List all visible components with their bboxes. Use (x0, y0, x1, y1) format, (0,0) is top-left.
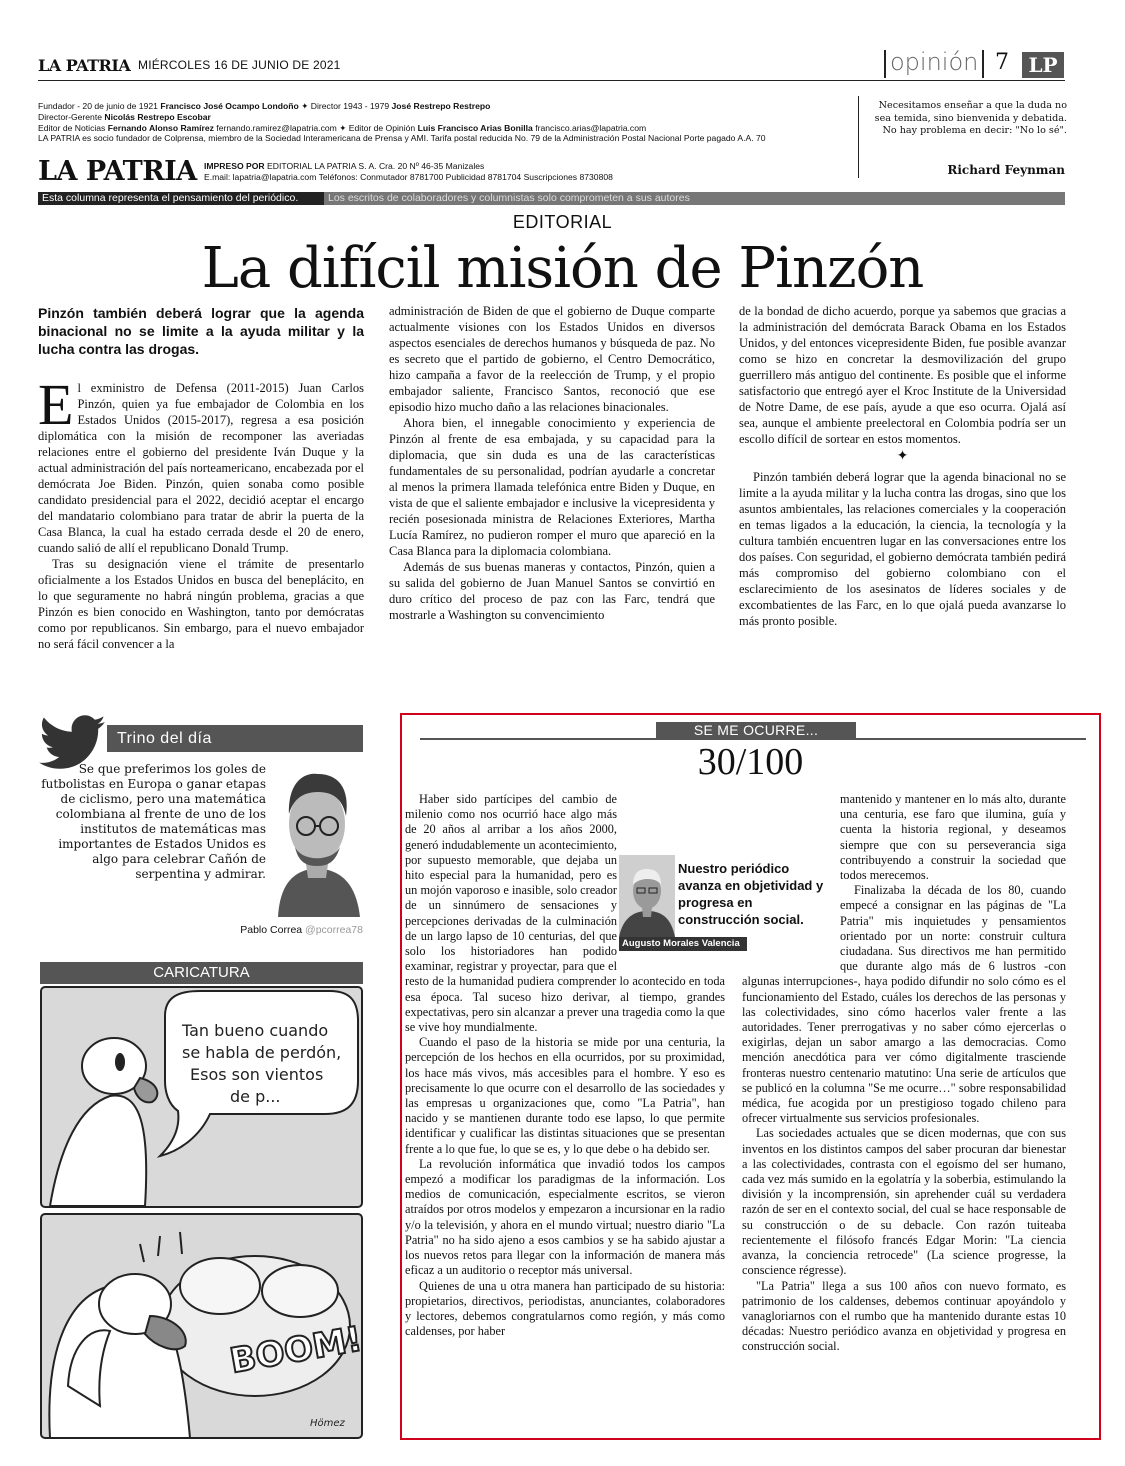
boom-text: BOOM! (226, 1319, 363, 1382)
editorial-kicker: EDITORIAL (512, 212, 613, 232)
columnists-disclaimer-bar: Los escritos de colaboradores y columnistas solo comprometen a sus autores (324, 192, 1065, 205)
lp-badge: LP (1022, 52, 1064, 78)
editorial-column-3 (739, 303, 1066, 629)
imprint-info: IMPRESO POR EDITORIAL LA PATRIA S. A. Cra. 20 Nº 46-35 Manizales E.mail: lapatria@lapatria.com Teléfonos: Conmutador 8781700 Publicidad 8781704 Suscripciones 8730808 (204, 161, 613, 182)
publication-logo: LA PATRIA (38, 156, 197, 187)
section-divider-right (982, 50, 984, 78)
quote-divider (858, 96, 859, 178)
trino-text: Se que preferimos los goles de futbolistas en Europa o ganar etapas de ciclismo, pero una matemática colombiana al frente de uno de los institutos de matemáticas mas importantes de Estados Unidos es algo para celebrar Cañón de serpentina y admirar. (41, 762, 266, 881)
drop-cap: E (38, 372, 74, 437)
bubble-line: se habla de perdón, (182, 1043, 342, 1062)
column-paragraph: Finalizaba la década de los 80, cuando empecé a consignar en las páginas de "La Patria" mis inquietudes y pensamientos orientado por un norte: construir cultura ciudadana. Sus directivos me han permitido que durante algo más de 6 lustros -con algunas interrupciones-, haya podido difundir no solo cómo es el funcionamiento del Estado, cuáles los derechos de las personas y las colectividades, sino cómo hacerlos valer frente a las autoridades. Tener prerrogativas y no saber cómo ejercerlas o exigirlas, dejan un sabor amargo a las democracias. Como mención anecdótica para ver cómo digitalmente trasciende fronteras nuestro centenario matutino: Una serie de artículos que se publicó en la columna "Se me ocurre…" sobre responsabilidad médica, fue acogida por un prestigioso togado chileno para ofrecer virtualmente sus servicios profesionales. (742, 883, 1066, 1126)
column-label: SE ME OCURRE... (656, 722, 856, 738)
daily-quote: Necesitamos enseñar a que la duda no sea temida, sino bienvenida y debatida. No hay problema en decir: "No lo sé". (874, 100, 1067, 136)
columnist-photo (619, 855, 675, 942)
caricatura-label: CARICATURA (40, 962, 363, 984)
author-photo (270, 752, 365, 922)
editorial-disclaimer-bar: Esta columna representa el pensamiento del periódico. (38, 192, 324, 205)
editorial-paragraph: de la bondad de dicho acuerdo, porque ya sabemos que gracias a la administración del demócrata Barack Obama en los Estados Unidos, y del entonces vicepresidente Biden, fue posible avanzar como se hizo en concretar la desmovilización del grupo guerrillero más antiguo del continente. Es posible que el informe satisfactorio que entregó ayer el Kroc Institute de la Universidad de Notre Dame, de ese país, ayude a que eso ocurra. Ojalá así sea, aunque el ambiente preelectoral en Colombia podría ser un escollo difícil de sortear en estos momentos. (739, 304, 1066, 446)
editorial-headline: La difícil misión de Pinzón (201, 236, 924, 301)
column-paragraph: mantenido y mantener en lo más alto, durante una centuria, ese faro que ilumina, guía y cuenta la historia regional, y deseamos siempre que con su perseverancia siga contribuyendo a construir la sociedad que todos merecemos. (742, 792, 1066, 883)
column-title: 30/100 (697, 741, 804, 783)
editorial-paragraph: Ahora bien, el innegable conocimiento y experiencia de Pinzón al frente de esa embajada, y su capacidad para la diplomacia, que sin duda es una de las características fundamentales de su personalidad, podrían ayudarle a concretar al menos la primera llamada telefónica entre Biden y Duque, en vista de que el saliente embajador e inclusive la vicepresidenta y recién posesionada ministra de Relaciones Exteriores, Martha Lucía Ramírez, no pudieron romper el muro que apareció en la Casa Blanca para la diplomacia colombiana. (389, 416, 715, 558)
page-number: 7 (995, 50, 1009, 75)
columnist-name: Augusto Morales Valencia (619, 937, 747, 951)
pull-quote: Nuestro periódico avanza en objetividad y progresa en construcción social. (678, 861, 824, 927)
column-paragraph: La revolución informática que invadió todos los campos empezó a modificar los paradigmas de la información. Los medios de comunicación, especialmente escritos, se vieron atraídos por otros modelos y empezaron a incursionar en la radio y/o la televisión, y ahora en el mundo virtual; nuestro diario "La Patria" no ha sido ajeno a esos cambios y se ha sabido ajustar a los nuevos retos para llegar con la información de manera más eficaz a un auditorio o receptor más universal. (405, 1156, 725, 1278)
editorial-paragraph: Además de sus buenas maneras y contactos, Pinzón, quien a su salida del gobierno de Juan Manuel Santos se convirtió en duro crítico del proceso de paz con las Farc, tendrá que mostrarle a Washington su convencimiento (389, 560, 715, 622)
cartoon (40, 986, 363, 1445)
section-name: opinión (890, 48, 979, 76)
editorial-column-2 (389, 303, 715, 623)
cartoonist-signature: Hömez (310, 1418, 345, 1429)
section-divider-icon: ✦ (896, 449, 909, 464)
quote-author: Richard Feynman (947, 163, 1065, 177)
editorial-column-1 (38, 304, 364, 652)
column-paragraph: Las sociedades actuales que se dicen modernas, que con sus inventos en los distintos campos del saber procuran dar bienestar a las colectividades, contrasta con el egoísmo del ser humano, cada vez más sumido en la egolatría y la soberbia, estimulando la división y la incomprensión, sin aprehender cuál su verdadera razón de ser en el contexto social, del cual se hace responsable de su construcción o de su debacle. Con razón tuiteaba recientemente el filósofo francés Edgar Morin: "La ciencia avanza, la conciencia retrocede" (La science progresse, la conscience régresse). (742, 1126, 1066, 1278)
column-paragraph: "La Patria" llega a sus 100 años con nuevo formato, es patrimonio de los caldenses, debemos continuar apoyándolo y vanagloriarnos con el rumbo que ha mantenido durante estas 10 décadas: Nuestro periódico avanza en objetividad y progresa en construcción social. (742, 1278, 1066, 1354)
header-rule (38, 80, 1065, 81)
staff-credits: Fundador - 20 de junio de 1921 Francisco José Ocampo Londoño ✦ Director 1943 - 1979 José Restrepo Restrepo Director-Gerente Nicolás Restrepo Escobar Editor de Noticias Fernando Alonso Ramírez fernando.ramirez@lapatria.com ✦ Editor de Opinión Luis Francisco Arias Bonilla francisco.arias@lapatria.com LA PATRIA es socio fundador de Colprensa, miembro de la Sociedad Interamericana de Prensa y AMI. Tarifa postal reducida No. 79 de la Administración Postal Nacional Porte pagado A.A. 70 (38, 101, 766, 144)
column-paragraph: Haber sido partícipes del cambio de milenio como nos ocurrió hace algo más de 20 años al arribar a los años 2000, generó indudablemente un acontecimiento, por supuesto memorable, que dejaba un hito especial para la humanidad, pero es un mojón vaporoso e inasible, solo creador de un sinnúmero de sensaciones y percepciones derivadas de la culminación de un largo lapso de 10 centurias, del que solo los historiadores han podido examinar, registrar y proyectar, para que el resto de la humanidad pudiera comprender lo acontecido en toda esa época. Tal suceso hizo derivar, al tiempo, grandes expectativas, pero sin alcanzar a prever una tragedia como la que se vive hoy mundialmente. (405, 792, 725, 1035)
bubble-line: de p... (230, 1087, 281, 1106)
editorial-paragraph: Pinzón también deberá lograr que la agenda binacional no se limite a la ayuda militar y la lucha contra las drogas, sino que los asuntos ambientales, las relaciones comerciales y la cooperación en temas ligados a la educación, la ciencia, la tecnología y la cultura también encuentren lugar en las conversaciones entre los dos países. Con seguridad, el gobierno demócrata también pedirá más compromiso del gobierno colombiano con el esclarecimiento de los asesinatos de líderes sociales y de excombatientes de las Farc, en lo que ojalá pueda avanzarse lo más pronto posible. (739, 470, 1066, 628)
editorial-paragraph: Tras su designación viene el trámite de presentarlo oficialmente a los Estados Unidos en busca del beneplácito, en lo que seguramente no habrá ningún problema, gracias a que Pinzón es bien conocido en Washington, tanto por demócratas como por republicanos. Sin embargo, para el nuevo embajador no será fácil convencer a la (38, 557, 364, 651)
issue-date: MIÉRCOLES 16 DE JUNIO DE 2021 (138, 58, 341, 72)
editorial-paragraph: El exministro de Defensa (2011-2015) Juan Carlos Pinzón, quien ya fue embajador de Colombia en los Estados Unidos (2015-2017), regresa a esa posición diplomática con la misión de recomponer las averiadas relaciones entre el gobierno del presidente Iván Duque y la actual administración del país norteamericano, encabezada por el demócrata Joe Biden. Pinzón, quien sonaba como posible candidato presidencial para el 2022, decidió aceptar el encargo del mandatario colombiano para tratar de abrir la puerta de la Casa Blanca, la cual ha estado cerrada desde el 20 de enero, cuando salió de allí el republicano Donald Trump. (38, 372, 364, 555)
trino-handle: @pcorrea78 (305, 924, 363, 936)
column-paragraph: Cuando el paso de la historia se mide por una centuria, la percepción de los hechos en ella ocurridos, por su proximidad, los hace más vivos, más accesibles para el hombre. Y eso es precisamente lo que ocurre con el desarrollo de las sociedades y las empresas u organizaciones que, como "La Patria", han nacido y se mantienen durante todo ese lapso, lo que permite identificar y cualificar las distintas situaciones que se presentan frente a lo que fue, lo que se es, y lo que debe o ha debido ser. (405, 1035, 725, 1156)
bubble-line: Tan bueno cuando (182, 1021, 329, 1040)
bubble-line: Esos son vientos (190, 1065, 324, 1084)
section-divider-left (884, 50, 886, 78)
editorial-paragraph: administración de Biden de que el gobierno de Duque comparte actualmente visiones con los Estados Unidos en diversos aspectos esenciales de derechos humanos y búsqueda de paz. No es secreto que el partido de gobierno, el Centro Democrático, hizo campaña a favor de la reelección de Trump, y el propio embajador saliente, Francisco Santos, reconoció que ese episodio hizo mucho daño a las relaciones binacionales. (389, 304, 715, 414)
trino-label: Trino del día (107, 725, 363, 752)
editorial-deck: Pinzón también deberá lograr que la agenda binacional no se limite a la ayuda militar y la lucha contra las drogas. (38, 305, 364, 357)
trino-author: Pablo Correa @pcorrea78 (240, 924, 363, 936)
masthead-logo: LA PATRIA (38, 56, 131, 75)
column-paragraph: Quienes de una u otra manera han participado de su historia: propietarios, directivos, periodistas, anunciantes, colaboradores y lectores, debemos congratularnos como región, y más como caldenses, por haber (405, 1278, 725, 1339)
